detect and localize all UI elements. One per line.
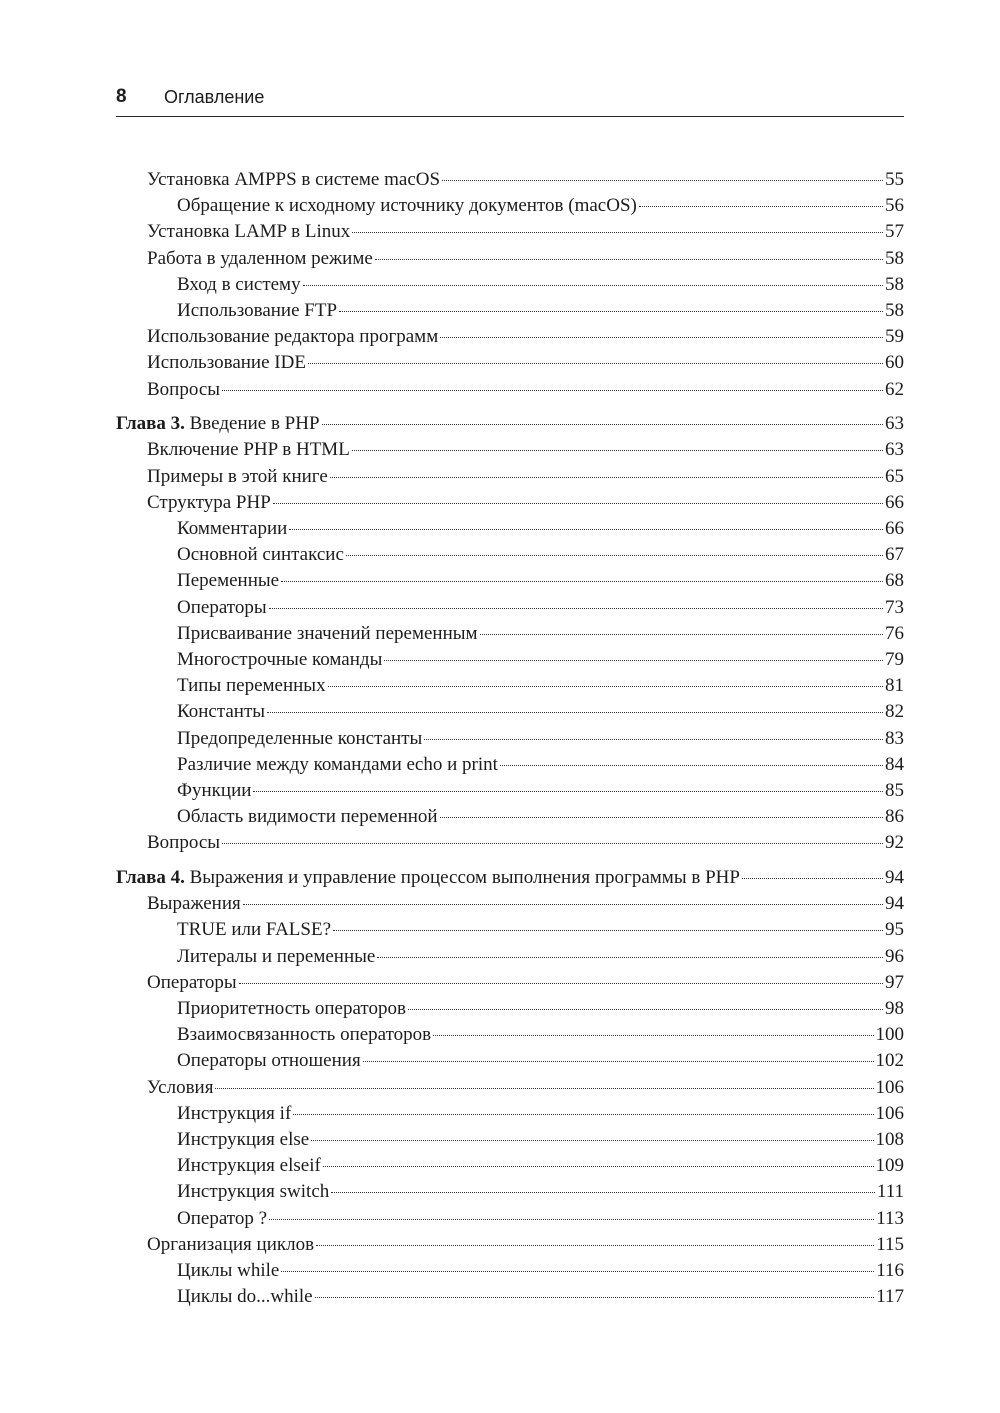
toc-page-number: 55: [885, 169, 904, 190]
table-of-contents: [116, 167, 904, 1310]
dot-leader: [330, 477, 883, 478]
toc-entry: [116, 726, 904, 752]
dot-leader: [315, 1297, 875, 1298]
toc-entry: [116, 1048, 904, 1074]
dot-leader: [346, 555, 883, 556]
toc-entry: [116, 778, 904, 804]
toc-page-number: 97: [885, 971, 904, 993]
toc-entry-text: Установка LAMP в Linux: [147, 221, 351, 243]
dot-leader: [408, 1009, 883, 1010]
toc-entry: [116, 219, 904, 245]
toc-page-number: 58: [885, 273, 904, 295]
toc-entry-text: Типы переменных: [177, 675, 326, 697]
dot-leader: [222, 390, 883, 391]
toc-entry-title: [116, 865, 740, 891]
toc-entry-title: [177, 1153, 321, 1179]
toc-entry-title: [177, 804, 438, 830]
toc-entry: [116, 1179, 904, 1205]
toc-page-number: 108: [875, 1128, 904, 1150]
toc-entry-text: Введение в PHP: [189, 413, 320, 435]
toc-page-number: 92: [885, 832, 904, 854]
toc-entry-text: Условия: [147, 1076, 214, 1098]
toc-entry-text: Обращение к исходному источнику документов (macOS): [177, 195, 637, 217]
dot-leader: [289, 529, 883, 530]
toc-entry-title: [147, 1232, 314, 1258]
toc-entry-title: [177, 752, 498, 778]
toc-entry-title: [177, 699, 265, 725]
toc-entry: [116, 1022, 904, 1048]
toc-entry-title: [177, 1022, 431, 1048]
toc-entry-title: [177, 1127, 309, 1153]
toc-entry-text: Структура PHP: [147, 491, 271, 513]
toc-entry-text: Взаимосвязанность операторов: [177, 1024, 432, 1046]
dot-leader: [377, 957, 883, 958]
dot-leader: [352, 232, 883, 233]
toc-entry: [116, 272, 904, 298]
toc-page-number: 60: [885, 352, 904, 374]
toc-page-number: 95: [885, 919, 904, 941]
toc-entry-title: [147, 167, 440, 193]
toc-entry-title: [116, 411, 320, 437]
toc-entry-text: Инструкция elseif: [177, 1155, 321, 1177]
toc-page-number: 100: [875, 1024, 904, 1046]
dot-leader: [440, 817, 883, 818]
toc-entry-text: Константы: [177, 701, 266, 723]
toc-page-number: 62: [885, 378, 904, 400]
toc-entry-title: [177, 1048, 361, 1074]
toc-entry-text: Циклы while: [177, 1259, 280, 1281]
toc-entry-title: [177, 1258, 279, 1284]
toc-page-number: 79: [885, 648, 904, 670]
dot-leader: [375, 259, 883, 260]
toc-entry-text: Операторы: [177, 596, 267, 618]
toc-entry-title: [147, 350, 306, 376]
toc-entry: [116, 1075, 904, 1101]
toc-chapter-entry: [116, 411, 904, 437]
dot-leader: [339, 311, 883, 312]
toc-entry: [116, 944, 904, 970]
toc-entry: [116, 1284, 904, 1310]
toc-entry-title: [177, 272, 301, 298]
toc-page-number: 66: [885, 518, 904, 540]
toc-entry: [116, 673, 904, 699]
toc-entry: [116, 568, 904, 594]
toc-page-number: 58: [885, 299, 904, 321]
toc-entry-text: Литералы и переменные: [177, 945, 376, 967]
toc-page-number: 73: [885, 596, 904, 618]
toc-entry-title: [177, 595, 267, 621]
dot-leader: [303, 285, 883, 286]
toc-page-number: 84: [885, 753, 904, 775]
toc-page-number: 58: [885, 247, 904, 269]
toc-page-number: 85: [885, 779, 904, 801]
toc-entry: [116, 377, 904, 403]
dot-leader: [328, 686, 883, 687]
dot-leader: [639, 206, 883, 207]
toc-page-number: 98: [885, 998, 904, 1019]
toc-entry: [116, 167, 904, 193]
toc-page-number: 102: [875, 1050, 904, 1072]
dot-leader: [316, 1245, 874, 1246]
toc-entry-title: [177, 516, 287, 542]
toc-page-number: 63: [885, 439, 904, 461]
dot-leader: [323, 1166, 874, 1167]
dot-leader: [363, 1061, 874, 1062]
toc-entry-text: Различие между командами echo и print: [177, 753, 498, 775]
toc-entry-text: Многострочные команды: [177, 648, 383, 670]
toc-entry-text: Операторы: [147, 971, 237, 993]
toc-entry: [116, 246, 904, 272]
toc-entry: [116, 516, 904, 542]
toc-entry-text: Предопределенные константы: [177, 727, 423, 749]
toc-entry: [116, 350, 904, 376]
toc-entry-title: [147, 437, 350, 463]
toc-entry-title: [177, 193, 637, 219]
dot-leader: [311, 1140, 873, 1141]
dot-leader: [273, 503, 883, 504]
toc-entry-text: Вход в систему: [177, 273, 301, 295]
toc-entry: [116, 830, 904, 856]
toc-entry: [116, 647, 904, 673]
toc-page-number: 96: [885, 945, 904, 967]
dot-leader: [742, 878, 883, 879]
toc-entry-title: [177, 647, 382, 673]
toc-entry: [116, 970, 904, 996]
toc-entry-text: Работа в удаленном режиме: [147, 247, 373, 269]
dot-leader: [308, 363, 883, 364]
toc-entry-text: Операторы отношения: [177, 1050, 361, 1072]
toc-entry-text: Установка AMPPS в системе macOS: [147, 169, 441, 190]
toc-entry: [116, 917, 904, 943]
toc-entry-title: [147, 490, 271, 516]
toc-entry-text: Выражения: [147, 893, 241, 915]
toc-entry-text: Присваивание значений переменным: [177, 622, 478, 644]
toc-entry: [116, 595, 904, 621]
dot-leader: [269, 1219, 874, 1220]
toc-entry-title: [177, 1284, 313, 1310]
toc-entry-title: [147, 970, 237, 996]
toc-entry-text: Использование IDE: [147, 352, 306, 374]
toc-entry-text: Организация циклов: [147, 1233, 315, 1255]
toc-entry-text: Инструкция else: [177, 1128, 310, 1150]
toc-entry: [116, 891, 904, 917]
toc-entry: [116, 621, 904, 647]
toc-entry-title: [147, 891, 241, 917]
toc-entry: [116, 1127, 904, 1153]
toc-entry-title: [177, 1101, 291, 1127]
toc-page-number: 68: [885, 570, 904, 592]
dot-leader: [480, 634, 883, 635]
toc-entry-title: [147, 246, 373, 272]
toc-entry: [116, 1258, 904, 1284]
toc-page-number: 67: [885, 544, 904, 566]
toc-page-number: 113: [876, 1207, 904, 1229]
toc-entry-text: Область видимости переменной: [177, 806, 438, 828]
toc-page-number: 109: [875, 1155, 904, 1177]
toc-entry-text: Включение PHP в HTML: [147, 439, 350, 461]
toc-entry: [116, 804, 904, 830]
toc-entry-text: Комментарии: [177, 518, 288, 540]
toc-entry-title: [177, 1206, 267, 1232]
toc-entry-title: [177, 621, 478, 647]
toc-page-number: 117: [876, 1286, 904, 1308]
dot-leader: [384, 660, 883, 661]
toc-entry-text: Использование FTP: [177, 299, 338, 321]
dot-leader: [331, 1192, 875, 1193]
toc-page-number: 83: [885, 727, 904, 749]
toc-page-number: 56: [885, 195, 904, 217]
toc-entry-text: Оператор ?: [177, 1207, 267, 1229]
toc-entry-text: Циклы do...while: [177, 1286, 313, 1308]
toc-entry-title: [147, 324, 438, 350]
toc-entry-title: [177, 542, 344, 568]
toc-page-number: 59: [885, 326, 904, 348]
dot-leader: [239, 983, 883, 984]
toc-entry: [116, 996, 904, 1022]
toc-page-number: 111: [876, 1181, 904, 1203]
toc-entry: [116, 1206, 904, 1232]
toc-page-number: 115: [876, 1233, 904, 1255]
toc-entry: [116, 437, 904, 463]
toc-entry-title: [177, 568, 279, 594]
toc-page-number: 76: [885, 622, 904, 644]
toc-entry-text: Вопросы: [147, 832, 221, 854]
toc-page-number: 106: [875, 1102, 904, 1124]
toc-entry-text: TRUE или FALSE?: [177, 919, 332, 941]
dot-leader: [293, 1114, 873, 1115]
toc-page-number: 94: [885, 893, 904, 915]
toc-page-number: 66: [885, 491, 904, 513]
dot-leader: [352, 450, 883, 451]
dot-leader: [281, 581, 883, 582]
toc-page-number: 106: [875, 1076, 904, 1098]
dot-leader: [500, 765, 883, 766]
page-header: [116, 84, 904, 117]
toc-entry-title: [177, 944, 375, 970]
dot-leader: [243, 904, 883, 905]
toc-entry: [116, 193, 904, 219]
toc-entry: [116, 699, 904, 725]
toc-entry-title: [177, 778, 251, 804]
toc-entry-text: Приоритетность операторов: [177, 998, 406, 1019]
dot-leader: [322, 424, 883, 425]
toc-page-number: 57: [885, 221, 904, 243]
toc-entry-title: [177, 298, 337, 324]
dot-leader: [424, 739, 883, 740]
toc-entry-text: Инструкция if: [177, 1102, 292, 1124]
dot-leader: [442, 180, 883, 181]
dot-leader: [440, 337, 883, 338]
toc-entry-title: [147, 464, 328, 490]
dot-leader: [215, 1088, 873, 1089]
toc-page-number: 86: [885, 806, 904, 828]
toc-page-number: 81: [885, 675, 904, 697]
toc-entry-text: Переменные: [177, 570, 280, 592]
toc-entry-title: [147, 1075, 213, 1101]
toc-entry-text: Выражения и управление процессом выполнения программы в PHP: [189, 867, 740, 889]
toc-entry: [116, 298, 904, 324]
toc-entry-title: [147, 219, 350, 245]
dot-leader: [269, 608, 883, 609]
toc-page-number: 116: [876, 1259, 904, 1281]
toc-entry-text: Инструкция switch: [177, 1181, 330, 1203]
toc-entry: [116, 490, 904, 516]
running-title: Оглавление: [164, 87, 265, 107]
chapter-label: Глава 4.: [116, 867, 185, 889]
toc-entry: [116, 464, 904, 490]
dot-leader: [433, 1035, 873, 1036]
toc-entry: [116, 1101, 904, 1127]
dot-leader: [333, 930, 883, 931]
dot-leader: [281, 1271, 874, 1272]
toc-entry-text: Использование редактора программ: [147, 326, 439, 348]
toc-entry-title: [177, 673, 326, 699]
toc-entry-text: Примеры в этой книге: [147, 465, 328, 487]
toc-entry-text: Основной синтаксис: [177, 544, 344, 566]
toc-entry: [116, 1232, 904, 1258]
dot-leader: [253, 791, 883, 792]
toc-page-number: 63: [885, 413, 904, 435]
dot-leader: [222, 843, 883, 844]
toc-entry: [116, 542, 904, 568]
toc-entry-title: [177, 917, 331, 943]
toc-page-number: 82: [885, 701, 904, 723]
toc-entry-title: [177, 726, 422, 752]
toc-entry-title: [177, 996, 406, 1022]
toc-entry: [116, 752, 904, 778]
toc-entry-title: [147, 377, 220, 403]
toc-entry: [116, 1153, 904, 1179]
chapter-label: Глава 3.: [116, 413, 185, 435]
toc-chapter-entry: [116, 865, 904, 891]
toc-entry-title: [147, 830, 220, 856]
page-number: 8: [116, 86, 127, 107]
toc-entry-text: Функции: [177, 779, 252, 801]
dot-leader: [267, 712, 883, 713]
toc-entry-text: Вопросы: [147, 378, 221, 400]
toc-page-number: 65: [885, 465, 904, 487]
toc-entry-title: [177, 1179, 329, 1205]
toc-page-number: 94: [885, 867, 904, 889]
toc-entry: [116, 324, 904, 350]
